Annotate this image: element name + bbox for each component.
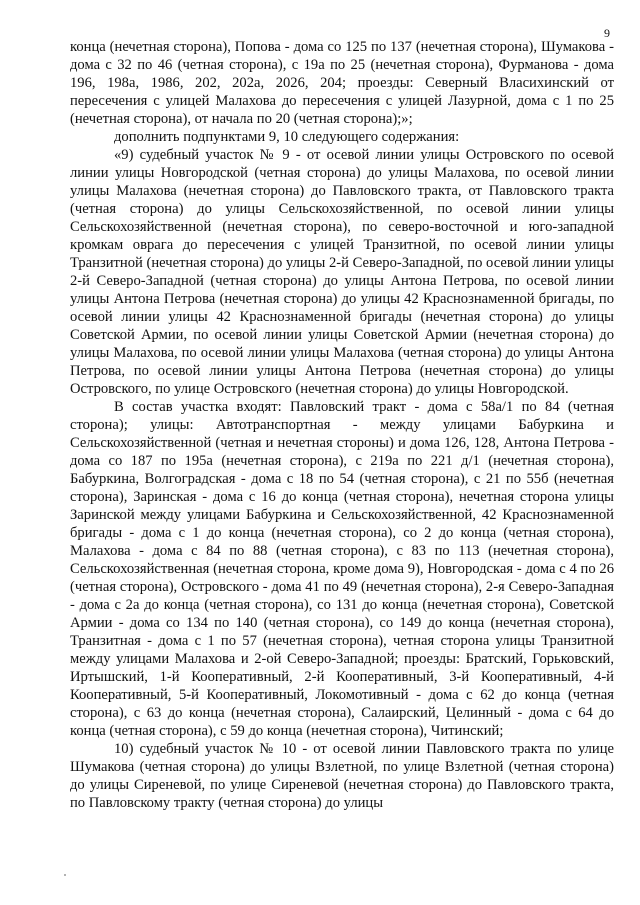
paragraph-amendment-intro: дополнить подпунктами 9, 10 следующего содержания:	[114, 129, 460, 145]
scan-speck	[64, 874, 66, 876]
paragraph-continuation: конца (нечетная сторона), Попова - дома со 125 по 137 (нечетная сторона), Шумакова - дома с 32 по 46 (четная сторона), с 19а по 25 (нечетная сторона), Фурманова - дома 196, 198а, 1986, 202, 202а, 2026, 204; проезды: Северный Власихинский от пересечения с улицей Малахова до пересечения с улицей Лазурной, дома с 1 по 25 (нечетная сторона), от начала по 20 (четная сторона);»;	[70, 39, 614, 127]
paragraph-district-9-composition: В состав участка входят: Павловский тракт - дома с 58а/1 по 84 (четная сторона); улицы: Автотранспортная - между улицами Бабуркина и Сельскохозяйственной (четная и нечетная стороны) и дома 126, 128, Антона Петрова - дома со 187 по 195а (нечетная сторона), с 219а по 221 д/1 (нечетная сторона), Бабуркина, Волгоградская - дома с 18 по 54 (четная сторона), с 21 по 55б (нечетная сторона), Заринская - дома с 16 до конца (четная сторона), нечетная сторона улицы Заринской между улицами Бабуркина и Сельскохозяйственной, 42 Краснознаменной бригады - дома с 1 до конца (нечетная сторона), со 2 до конца (четная сторона), Малахова - дома с 84 по 88 (четная сторона), с 83 по 113 (нечетная сторона), Сельскохозяйственная (нечетная сторона, кроме дома 9), Новгородская - дома с 4 по 26 (четная сторона), Островского - дома 41 по 49 (нечетная сторона), 2-я Северо-Западная - дома с 2а до конца (четная сторона), со 131 до конца (нечетная сторона), Советской Армии - дома со 134 по 140 (четная сторона), со 149 до конца (нечетная сторона), Транзитная - дома с 1 по 57 (нечетная сторона), четная сторона улицы Транзитной между улицами Малахова и 2-ой Северо-Западной; проезды: Братский, Горьковский, Иртышский, 1-й Кооперативный, 2-й Кооперативный, 3-й Кооперативный, 4-й Кооперативный, 5-й Кооперативный, Локомотивный - дома с 62 до конца (четная сторона), с 63 до конца (нечетная сторона), Салаирский, Целинный - дома с 64 до конца (четная сторона), с 59 до конца (нечетная сторона), Читинский;	[70, 399, 614, 739]
document-body	[70, 38, 614, 812]
paragraph-district-10: 10) судебный участок № 10 - от осевой линии Павловского тракта по улице Шумакова (четная сторона) до улицы Взлетной, по улице Взлетной (четная сторона) до улицы Сиреневой, по улице Сиреневой (нечетная сторона) до Павловского тракта, по Павловскому тракту (четная сторона) до улицы	[70, 741, 614, 811]
page-number: 9	[604, 26, 610, 40]
paragraph-district-9: «9) судебный участок № 9 - от осевой линии улицы Островского по осевой линии улицы Новгородской (четная сторона) до улицы Малахова, по осевой линии улицы Малахова (нечетная сторона) до Павловского тракта, от Павловского тракта (четная сторона) до улицы Сельскохозяйственной, по осевой линии улицы Сельскохозяйственной (нечетная сторона), по северо-восточной и юго-западной кромкам оврага до пересечения с улицей Транзитной, по осевой линии улицы Транзитной (нечетная сторона) до улицы 2-й Северо-Западной, по осевой линии улицы 2-й Северо-Западной (четная сторона) до улицы Антона Петрова, по осевой линии улицы Антона Петрова (нечетная сторона) до улицы 42 Краснознаменной бригады, по осевой линии улицы 42 Краснознаменной бригады (нечетная сторона) до улицы Советской Армии, по осевой линии улицы Советской Армии (нечетная сторона) до улицы Малахова, по осевой линии улицы Малахова (четная сторона) до улицы Антона Петрова, по осевой линии улицы Антона Петрова (нечетная сторона) до улицы Островского, по улице Островского (нечетная сторона) до улицы Новгородской.	[70, 147, 614, 397]
